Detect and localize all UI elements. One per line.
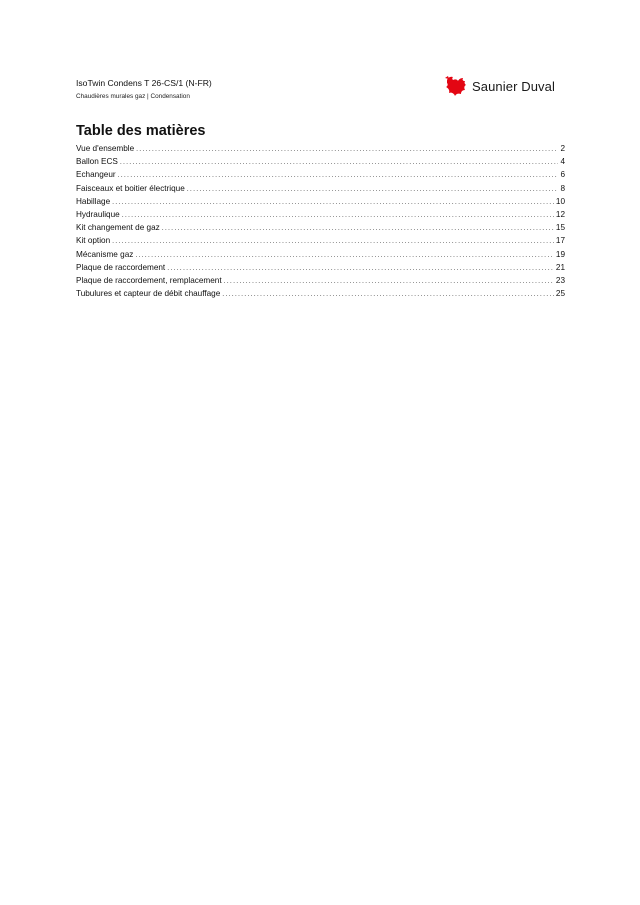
brand-name: Saunier Duval bbox=[472, 78, 555, 94]
toc-entry-label: Hydraulique bbox=[76, 209, 120, 219]
toc-entry[interactable] bbox=[76, 234, 565, 247]
toc-leader-dots bbox=[224, 275, 554, 288]
toc-entry-page: 19 bbox=[555, 249, 565, 259]
toc-entry[interactable] bbox=[76, 261, 565, 274]
toc-entry-label: Mécanisme gaz bbox=[76, 249, 134, 259]
document-header bbox=[76, 77, 212, 102]
toc-leader-dots bbox=[122, 209, 554, 222]
toc-entry-page: 10 bbox=[555, 196, 565, 206]
toc-entry[interactable] bbox=[76, 142, 565, 155]
toc-leader-dots bbox=[112, 235, 554, 248]
toc-entry-label: Plaque de raccordement, remplacement bbox=[76, 275, 222, 285]
toc-entry-label: Echangeur bbox=[76, 170, 116, 180]
toc-entry-label: Kit option bbox=[76, 236, 111, 246]
toc-entry-label: Faisceaux et boitier électrique bbox=[76, 183, 185, 193]
toc-entry[interactable] bbox=[76, 168, 565, 181]
toc-entry[interactable] bbox=[76, 274, 565, 287]
toc-entry-page: 6 bbox=[560, 170, 565, 180]
toc-leader-dots bbox=[162, 222, 554, 235]
toc-leader-dots bbox=[112, 196, 554, 209]
toc-leader-dots bbox=[135, 249, 554, 262]
toc-entry-label: Plaque de raccordement bbox=[76, 262, 166, 272]
toc-entry-label: Ballon ECS bbox=[76, 157, 118, 167]
toc-entry[interactable] bbox=[76, 195, 565, 208]
toc-entry-page: 8 bbox=[560, 183, 565, 193]
toc-entry-page: 12 bbox=[555, 209, 565, 219]
toc-entry[interactable] bbox=[76, 221, 565, 234]
toc-entry-page: 4 bbox=[560, 157, 565, 167]
toc-entry[interactable] bbox=[76, 248, 565, 261]
toc-entry-label: Vue d'ensemble bbox=[76, 144, 135, 153]
toc-entry-label: Kit changement de gaz bbox=[76, 223, 160, 233]
rooster-logo-icon bbox=[444, 75, 468, 97]
toc-leader-dots bbox=[187, 183, 559, 196]
toc-leader-dots bbox=[167, 262, 554, 275]
product-subtitle: Chaudières murales gaz | Condensation bbox=[76, 93, 190, 100]
toc-entry[interactable] bbox=[76, 208, 565, 221]
toc-entry[interactable] bbox=[76, 182, 565, 195]
toc-entry-page: 2 bbox=[560, 144, 565, 153]
toc-leader-dots bbox=[120, 156, 559, 169]
toc-title: Table des matières bbox=[76, 123, 206, 139]
toc-entry[interactable] bbox=[76, 287, 565, 300]
toc-entry-page: 25 bbox=[555, 289, 565, 299]
toc-entry-label: Tubulures et capteur de débit chauffage bbox=[76, 289, 221, 299]
toc-leader-dots bbox=[222, 288, 554, 301]
toc-entry-page: 17 bbox=[555, 236, 565, 246]
product-title: IsoTwin Condens T 26-CS/1 (N-FR) bbox=[76, 78, 212, 88]
toc-entry-label: Habillage bbox=[76, 196, 111, 206]
toc-leader-dots bbox=[136, 143, 558, 156]
toc-list bbox=[76, 142, 565, 300]
toc-entry[interactable] bbox=[76, 155, 565, 168]
toc-entry-page: 23 bbox=[555, 275, 565, 285]
brand-logo bbox=[444, 74, 555, 98]
toc-entry-page: 15 bbox=[555, 223, 565, 233]
toc-entry-page: 21 bbox=[555, 262, 565, 272]
